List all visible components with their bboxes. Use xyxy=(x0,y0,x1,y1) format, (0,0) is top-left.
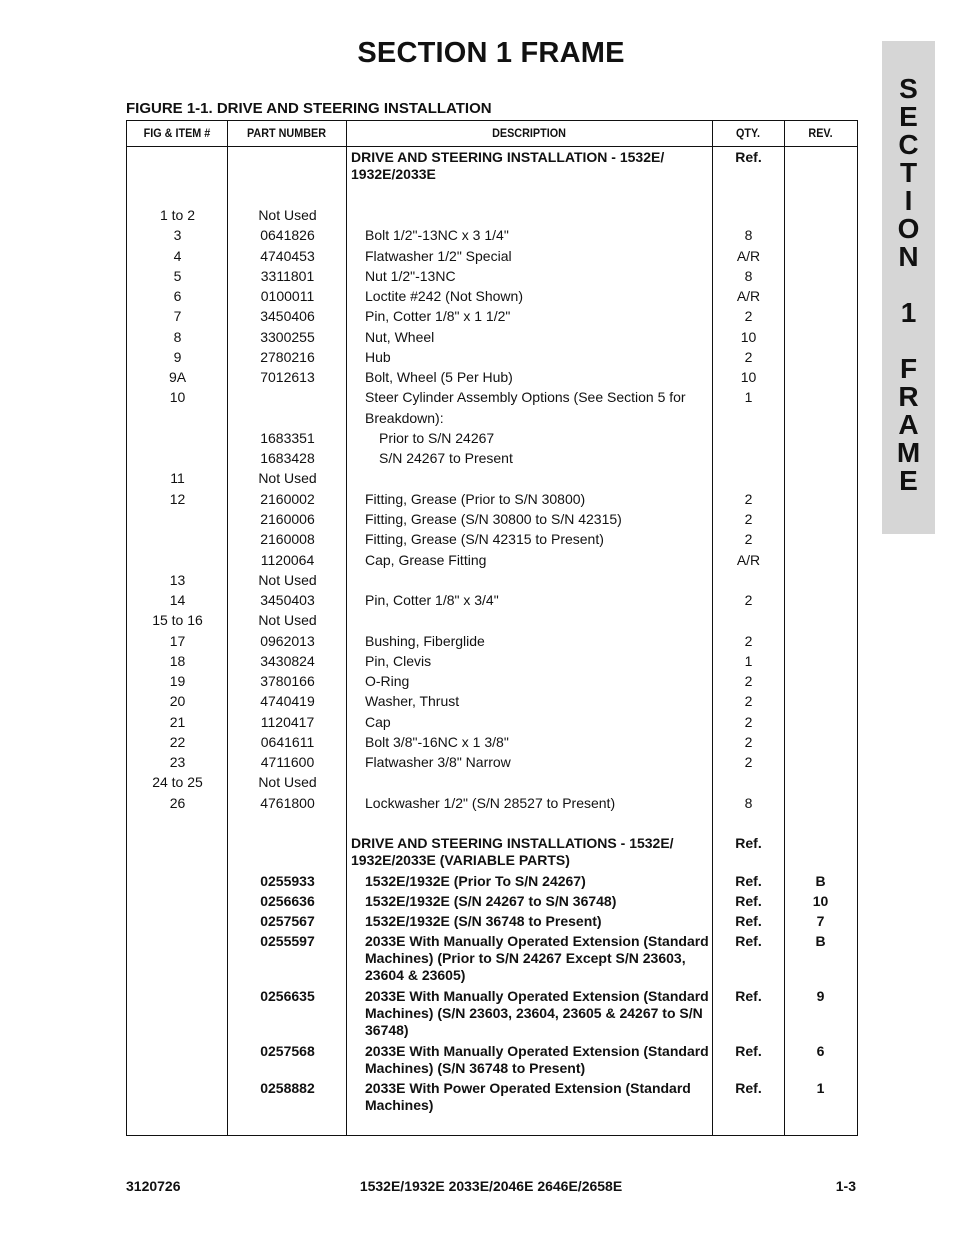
side-tab-letter: T xyxy=(899,157,918,188)
column-header-part-number: PART NUMBER xyxy=(246,126,327,140)
fig-item-cell: 24 to 25 xyxy=(152,774,203,790)
part-number-cell: 0962013 xyxy=(260,633,315,649)
qty-cell: 2 xyxy=(744,592,753,608)
description-cell: Hub xyxy=(365,349,391,365)
part-number-cell: 3780166 xyxy=(260,673,315,689)
description-cell: Loctite #242 (Not Shown) xyxy=(365,288,523,304)
part-number-cell: 1683351 xyxy=(260,430,315,446)
part-number-cell: 1120064 xyxy=(260,552,315,568)
page-title: SECTION 1 FRAME xyxy=(357,37,625,69)
part-number-cell: Not Used xyxy=(258,207,317,223)
description-cell: O-Ring xyxy=(365,673,410,689)
qty-cell: A/R xyxy=(736,248,761,264)
side-tab-letter: I xyxy=(904,185,913,216)
part-number-cell: 4711600 xyxy=(260,754,315,770)
part-number-cell: Not Used xyxy=(258,612,317,628)
fig-item-cell: 4 xyxy=(173,248,182,264)
part-number-cell: 2780216 xyxy=(260,349,315,365)
qty-cell: Ref. xyxy=(735,1080,762,1096)
part-number-cell: 0258882 xyxy=(260,1080,315,1096)
qty-cell: 8 xyxy=(744,795,753,811)
qty-cell: 10 xyxy=(740,329,757,345)
part-number-cell: 7012613 xyxy=(260,369,315,385)
qty-cell: Ref. xyxy=(735,873,762,889)
figure-title: FIGURE 1-1. DRIVE AND STEERING INSTALLATION xyxy=(126,100,492,117)
description-cell: Fitting, Grease (S/N 30800 to S/N 42315) xyxy=(365,511,622,527)
description-cell: Flatwasher 1/2" Special xyxy=(365,248,512,264)
part-number-cell: Not Used xyxy=(258,774,317,790)
part-number-cell: 3430824 xyxy=(260,653,315,669)
description-cell: Pin, Clevis xyxy=(365,653,432,669)
part-number-cell: 0255933 xyxy=(260,873,315,889)
description-cell: Breakdown): xyxy=(365,410,444,426)
part-number-cell: 2160002 xyxy=(260,491,315,507)
fig-item-cell: 23 xyxy=(169,754,186,770)
qty-cell: Ref. xyxy=(735,1043,762,1059)
side-tab-letter: 1 xyxy=(900,297,917,328)
part-number-cell: 2160008 xyxy=(260,531,315,547)
description-cell: 2033E With Manually Operated Extension (Standard Machines) (S/N 36748 to Present) xyxy=(365,1043,709,1076)
fig-item-cell: 9 xyxy=(173,349,182,365)
fig-item-cell: 6 xyxy=(173,288,182,304)
rev-cell: 10 xyxy=(812,893,829,909)
fig-item-cell: 13 xyxy=(169,572,186,588)
description-cell: DRIVE AND STEERING INSTALLATIONS - 1532E/ 1932E/2033E (VARIABLE PARTS) xyxy=(351,835,674,868)
part-number-cell: 0641826 xyxy=(260,227,315,243)
description-cell: Nut, Wheel xyxy=(365,329,435,345)
qty-cell: 1 xyxy=(744,653,753,669)
qty-cell: 2 xyxy=(744,693,753,709)
description-cell: Bolt 1/2"-13NC x 3 1/4" xyxy=(365,227,509,243)
column-divider xyxy=(784,121,785,1135)
side-tab-letter: F xyxy=(899,353,918,384)
description-cell: 1532E/1932E (S/N 24267 to S/N 36748) xyxy=(365,893,617,909)
parts-table xyxy=(126,120,858,1136)
qty-cell: 10 xyxy=(740,369,757,385)
part-number-cell: 1120417 xyxy=(260,714,315,730)
fig-item-cell: 20 xyxy=(169,693,186,709)
description-cell: Steer Cylinder Assembly Options (See Section 5 for xyxy=(365,389,686,405)
header-divider xyxy=(127,146,857,147)
footer-models: 1532E/1932E 2033E/2046E 2646E/2658E xyxy=(359,1178,623,1194)
qty-cell: 2 xyxy=(744,714,753,730)
fig-item-cell: 21 xyxy=(169,714,186,730)
column-header-qty: QTY. xyxy=(735,126,760,140)
part-number-cell: 4740419 xyxy=(260,693,315,709)
description-cell: S/N 24267 to Present xyxy=(379,450,513,466)
side-tab-letter: R xyxy=(898,381,919,412)
side-tab-letter: E xyxy=(899,465,918,496)
qty-cell: Ref. xyxy=(735,913,762,929)
fig-item-cell: 17 xyxy=(169,633,186,649)
part-number-cell: 0255597 xyxy=(260,933,315,949)
qty-cell: 2 xyxy=(744,491,753,507)
qty-cell: 2 xyxy=(744,633,753,649)
part-number-cell: 3300255 xyxy=(260,329,315,345)
rev-cell: 7 xyxy=(816,913,825,929)
qty-cell: Ref. xyxy=(735,988,762,1004)
description-cell: 2033E With Power Operated Extension (Standard Machines) xyxy=(365,1080,691,1113)
fig-item-cell: 11 xyxy=(170,470,185,486)
part-number-cell: 0256635 xyxy=(260,988,315,1004)
description-cell: Bushing, Fiberglide xyxy=(365,633,485,649)
section-side-tab xyxy=(882,41,935,534)
qty-cell: 2 xyxy=(744,349,753,365)
part-number-cell: 0257568 xyxy=(260,1043,315,1059)
qty-cell: 2 xyxy=(744,754,753,770)
rev-cell: 1 xyxy=(816,1080,825,1096)
description-cell: Cap xyxy=(365,714,391,730)
description-cell: Fitting, Grease (S/N 42315 to Present) xyxy=(365,531,604,547)
description-cell: Pin, Cotter 1/8" x 1 1/2" xyxy=(365,308,511,324)
fig-item-cell: 1 to 2 xyxy=(159,207,196,223)
fig-item-cell: 22 xyxy=(169,734,186,750)
part-number-cell: 1683428 xyxy=(260,450,315,466)
description-cell: DRIVE AND STEERING INSTALLATION - 1532E/ 1932E/2033E xyxy=(351,149,665,182)
description-cell: Fitting, Grease (Prior to S/N 30800) xyxy=(365,491,586,507)
fig-item-cell: 15 to 16 xyxy=(152,612,203,628)
fig-item-cell: 10 xyxy=(169,389,186,405)
description-cell: 1532E/1932E (Prior To S/N 24267) xyxy=(365,873,586,889)
description-cell: Washer, Thrust xyxy=(365,693,460,709)
part-number-cell: 2160006 xyxy=(260,511,315,527)
qty-cell: 1 xyxy=(744,389,753,405)
part-number-cell: 3450406 xyxy=(260,308,315,324)
fig-item-cell: 5 xyxy=(173,268,182,284)
part-number-cell: 0641611 xyxy=(260,734,315,750)
side-tab-letter: S xyxy=(899,73,918,104)
fig-item-cell: 7 xyxy=(173,308,182,324)
part-number-cell: Not Used xyxy=(258,470,317,486)
column-header-rev: REV. xyxy=(808,126,833,140)
description-cell: 2033E With Manually Operated Extension (Standard Machines) (Prior to S/N 24267 Except S/N 23603, 23604 & 23605) xyxy=(365,933,709,983)
fig-item-cell: 18 xyxy=(169,653,186,669)
qty-cell: 2 xyxy=(744,531,753,547)
part-number-cell: 3450403 xyxy=(260,592,315,608)
side-tab-letter: O xyxy=(897,213,920,244)
description-cell: 2033E With Manually Operated Extension (Standard Machines) (S/N 23603, 23604, 23605 & 24267 to S/N 36748) xyxy=(365,988,709,1038)
part-number-cell: Not Used xyxy=(258,572,317,588)
qty-cell: A/R xyxy=(736,552,761,568)
qty-cell: 8 xyxy=(744,268,753,284)
qty-cell: 2 xyxy=(744,308,753,324)
description-cell: Nut 1/2"-13NC xyxy=(365,268,456,284)
description-cell: Cap, Grease Fitting xyxy=(365,552,487,568)
part-number-cell: 0100011 xyxy=(260,288,315,304)
column-header-description: DESCRIPTION xyxy=(492,126,566,140)
footer-page-number: 1-3 xyxy=(835,1178,856,1194)
fig-item-cell: 3 xyxy=(173,227,182,243)
rev-cell: B xyxy=(815,873,826,889)
fig-item-cell: 12 xyxy=(169,491,186,507)
fig-item-cell: 26 xyxy=(169,795,186,811)
rev-cell: 9 xyxy=(816,988,825,1004)
qty-cell: Ref. xyxy=(735,835,762,851)
description-cell: Bolt 3/8"-16NC x 1 3/8" xyxy=(365,734,509,750)
description-cell: Bolt, Wheel (5 Per Hub) xyxy=(365,369,513,385)
rev-cell: 6 xyxy=(816,1043,825,1059)
fig-item-cell: 9A xyxy=(168,369,187,385)
fig-item-cell: 14 xyxy=(169,592,186,608)
column-header-fig-item: FIG & ITEM # xyxy=(143,126,211,140)
part-number-cell: 4761800 xyxy=(260,795,315,811)
footer-doc-number: 3120726 xyxy=(126,1178,181,1194)
rev-cell: B xyxy=(815,933,826,949)
part-number-cell: 3311801 xyxy=(260,268,315,284)
qty-cell: Ref. xyxy=(735,933,762,949)
part-number-cell: 0256636 xyxy=(260,893,315,909)
description-cell: 1532E/1932E (S/N 36748 to Present) xyxy=(365,913,602,929)
qty-cell: Ref. xyxy=(735,149,762,165)
qty-cell: 2 xyxy=(744,673,753,689)
part-number-cell: 4740453 xyxy=(260,248,315,264)
side-tab-letter: E xyxy=(899,101,918,132)
description-cell: Pin, Cotter 1/8" x 3/4" xyxy=(365,592,499,608)
qty-cell: 2 xyxy=(744,511,753,527)
description-cell: Prior to S/N 24267 xyxy=(379,430,495,446)
fig-item-cell: 8 xyxy=(173,329,182,345)
side-tab-letter: C xyxy=(898,129,919,160)
side-tab-letter: A xyxy=(898,409,919,440)
qty-cell: 2 xyxy=(744,734,753,750)
qty-cell: Ref. xyxy=(735,893,762,909)
description-cell: Lockwasher 1/2" (S/N 28527 to Present) xyxy=(365,795,616,811)
fig-item-cell: 19 xyxy=(169,673,186,689)
part-number-cell: 0257567 xyxy=(260,913,315,929)
qty-cell: 8 xyxy=(744,227,753,243)
qty-cell: A/R xyxy=(736,288,761,304)
side-tab-letter: N xyxy=(898,241,919,272)
description-cell: Flatwasher 3/8" Narrow xyxy=(365,754,511,770)
side-tab-letter: M xyxy=(896,437,921,468)
